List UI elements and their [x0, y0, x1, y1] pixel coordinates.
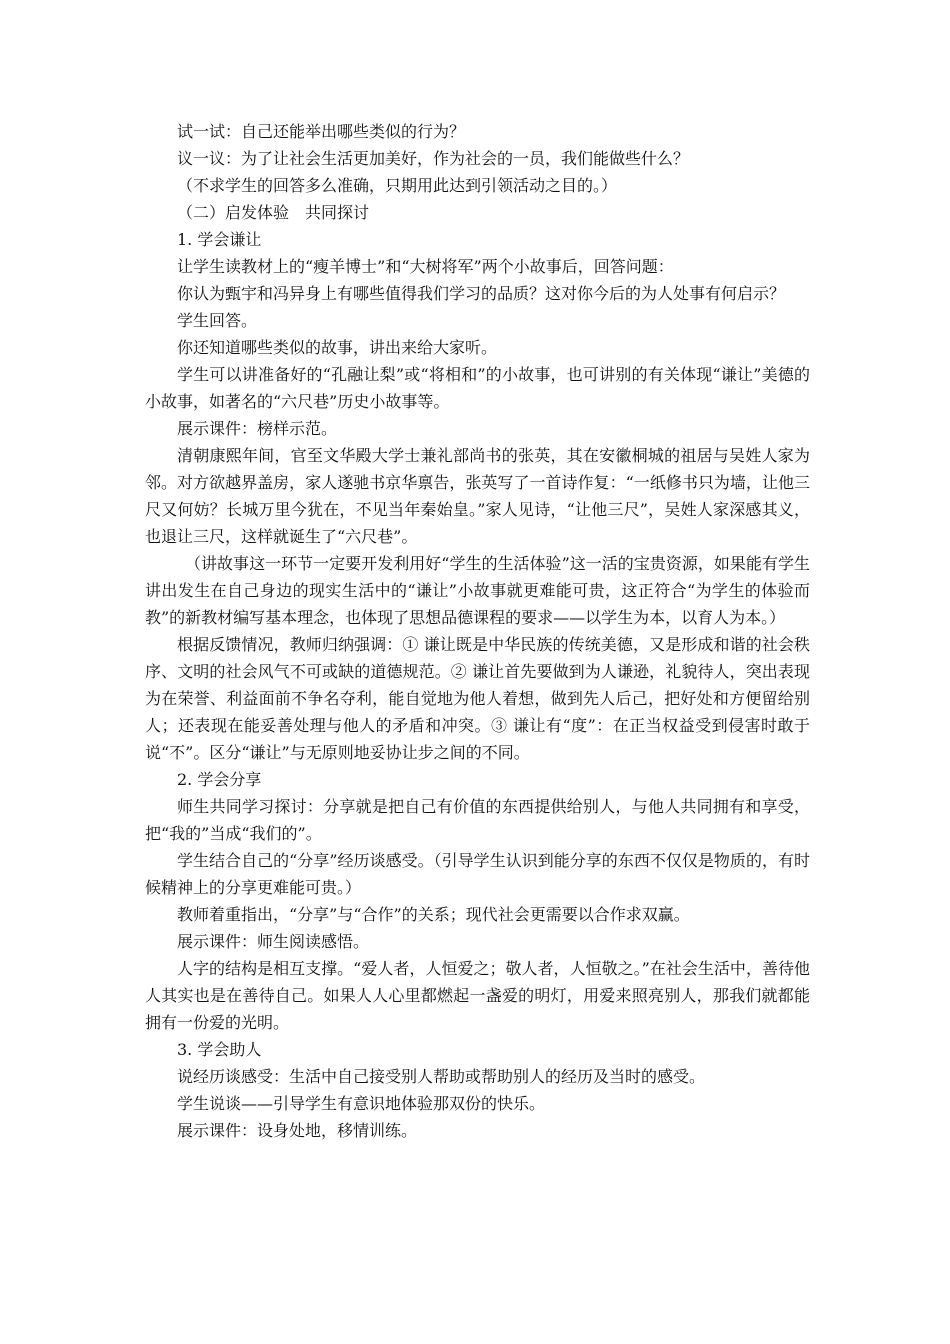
paragraph-courseware-reading: 展示课件：师生阅读感悟。 [177, 932, 370, 951]
document-body [145, 118, 810, 1144]
paragraph-sharing-cooperation: 教师着重指出，“分享”与“合作”的关系；现代社会更需要以合作求双赢。 [177, 905, 690, 924]
paragraph-sharing-experience: 学生结合自己的“分享”经历谈感受。（引导学生认识到能分享的东西不仅仅是物质的，有时候精神上的分享更难能可贵。） [145, 851, 810, 897]
paragraph-read-stories: 让学生读教材上的“瘦羊博士”和“大树将军”两个小故事后，回答问题： [177, 257, 674, 276]
paragraph-note-purpose: （不求学生的回答多么准确，只期用此达到引领活动之目的。） [177, 176, 618, 195]
paragraph-teaching-note: （讲故事这一环节一定要开发利用好“学生的生活体验”这一活的宝贵资源，如果能有学生讲出发生在自己身边的现实生活中的“谦让”小故事就更难能可贵，这正符合“为学生的体验而教”的新教材编写基本理念，也体现了思想品德课程的要求——以学生为本，以育人为本。） [145, 554, 810, 627]
paragraph-student-talk: 学生说谈——引导学生有意识地体验那双份的快乐。 [177, 1094, 546, 1113]
paragraph-question: 你认为甄宇和冯异身上有哪些值得我们学习的品质？这对你今后的为人处事有何启示？ [177, 284, 786, 303]
paragraph-courseware-empathy: 展示课件：设身处地，移情训练。 [177, 1121, 418, 1140]
paragraph-story-examples: 学生可以讲准备好的“孔融让梨”或“将相和”的小故事，也可讲别的有关体现“谦让”美德的小故事，如著名的“六尺巷”历史小故事等。 [145, 365, 810, 411]
paragraph-teacher-summary: 根据反馈情况，教师归纳强调：① 谦让既是中华民族的传统美德，又是形成和谐的社会秩序、文明的社会风气不可或缺的道德规范。② 谦让首先要做到为人谦逊，礼貌待人，突出表现为在荣誉、利益面前不争名夺利，能自觉地为他人着想，做到先人后己，把好处和方便留给别人；还表现在能妥善处理与他人的矛盾和冲突。③ 谦让有“度”：在正当权益受到侵害时敢于说“不”。区分“谦让”与无原则地妥协让步之间的不同。 [145, 635, 810, 762]
subheading-sharing: 2. 学会分享 [177, 770, 262, 789]
paragraph-love-others: 人字的结构是相互支撑。“爱人者，人恒爱之；敬人者，人恒敬之。”在社会生活中，善待他人其实也是在善待自己。如果人人心里都燃起一盏爱的明灯，用爱来照亮别人，那我们就都能拥有一份爱的光明。 [145, 959, 810, 1032]
paragraph-courseware-role-model: 展示课件：榜样示范。 [177, 419, 338, 438]
section-heading-explore: （二）启发体验 共同探讨 [177, 203, 370, 222]
paragraph-similar-stories: 你还知道哪些类似的故事，讲出来给大家听。 [177, 338, 498, 357]
subheading-humility: 1. 学会谦让 [177, 230, 262, 249]
paragraph-sharing-definition: 师生共同学习探讨：分享就是把自己有价值的东西提供给别人，与他人共同拥有和享受，把“我的”当成“我们的”。 [145, 797, 810, 843]
paragraph-discuss: 议一议：为了让社会生活更加美好，作为社会的一员，我们能做些什么？ [177, 149, 690, 168]
paragraph-six-foot-lane-story: 清朝康熙年间，官至文华殿大学士兼礼部尚书的张英，其在安徽桐城的祖居与吴姓人家为邻。对方欲越界盖房，家人遂驰书京华禀告，张英写了一首诗作复：“一纸修书只为墙，让他三尺又何妨？长城万里今犹在，不见当年秦始皇。”家人见诗，“让他三尺”，吴姓人家深感其义，也退让三尺，这样就诞生了“六尺巷”。 [145, 446, 810, 546]
paragraph-student-answer: 学生回答。 [177, 311, 258, 330]
paragraph-help-experience: 说经历谈感受：生活中自己接受别人帮助或帮助别人的经历及当时的感受。 [177, 1067, 706, 1086]
paragraph-try: 试一试：自己还能举出哪些类似的行为？ [177, 122, 466, 141]
subheading-helping: 3. 学会助人 [177, 1040, 262, 1059]
